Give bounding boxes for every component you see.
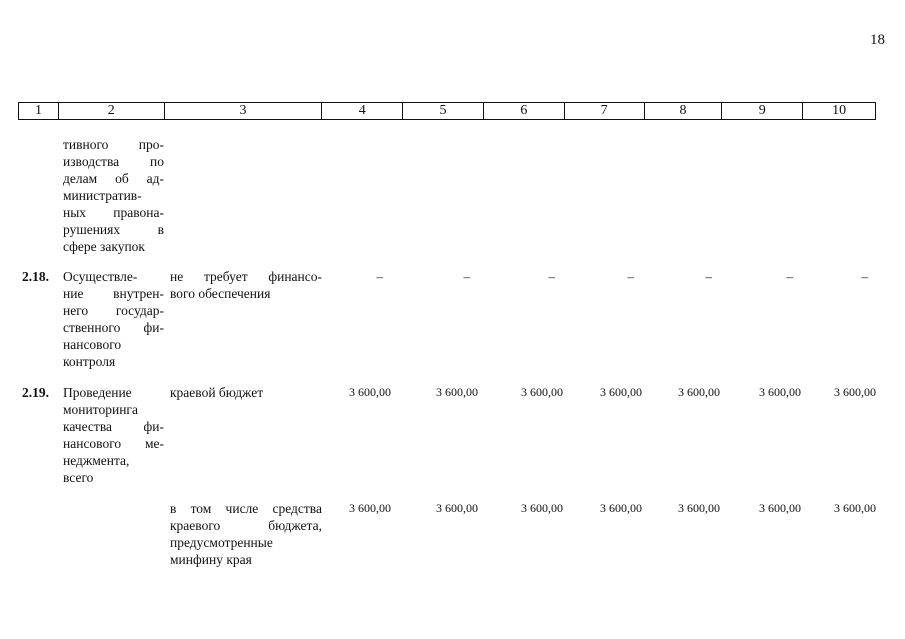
row-value-col-10: 3 600,00 xyxy=(834,501,876,515)
row-source-line: предусмотренные xyxy=(170,535,273,550)
row-value-col-10: 3 600,00 xyxy=(834,385,876,399)
row-value-col-8: – xyxy=(705,269,712,284)
row-name-line: контроля xyxy=(63,354,116,369)
row-value-col-6: 3 600,00 xyxy=(521,501,563,515)
row-name xyxy=(58,500,164,568)
table-row xyxy=(18,268,876,370)
row-name-line: мониторинга xyxy=(63,402,138,417)
row-value-col-9: – xyxy=(786,269,793,284)
row-source-line: минфину края xyxy=(170,552,252,567)
row-value-col-4 xyxy=(322,136,403,255)
table-header-row xyxy=(18,102,876,120)
row-name-line: него государ- xyxy=(63,303,164,318)
row-value-col-7: 3 600,00 xyxy=(600,385,642,399)
row-value-col-9 xyxy=(723,136,804,255)
header-col-10: 10 xyxy=(832,103,847,118)
header-col-4: 4 xyxy=(322,103,403,119)
row-name-line: всего xyxy=(63,470,94,485)
row-name-line: ственного фи- xyxy=(63,320,164,335)
page-number: 18 xyxy=(870,32,885,48)
row-name-line: Проведение xyxy=(63,385,132,400)
row-name-line: неджмента, xyxy=(63,453,130,468)
table-row xyxy=(18,500,876,568)
row-value-col-9: 3 600,00 xyxy=(759,501,801,515)
row-name-line: рушениях в xyxy=(63,222,164,237)
row-source xyxy=(164,136,322,255)
header-col-7: 7 xyxy=(565,103,645,119)
row-name xyxy=(58,384,164,486)
row-source-line: краевой бюджет xyxy=(170,385,264,400)
row-source xyxy=(164,500,322,568)
header-col-5: 5 xyxy=(403,103,484,119)
row-name-line: качества фи- xyxy=(63,419,164,434)
table-row xyxy=(18,136,876,255)
row-number: 2.19. xyxy=(22,385,49,400)
header-col-9: 9 xyxy=(722,103,803,119)
row-name-line: делам об ад- xyxy=(63,171,164,186)
row-value-col-7: 3 600,00 xyxy=(600,501,642,515)
row-source-line: в том числе средства xyxy=(170,501,322,516)
row-source-line: вого обеспечения xyxy=(170,286,271,301)
row-value-col-5: 3 600,00 xyxy=(436,501,478,515)
row-value-col-8: 3 600,00 xyxy=(678,385,720,399)
row-name-line: изводства по xyxy=(63,154,164,169)
row-value-col-5 xyxy=(403,136,484,255)
row-name-line: ных правона- xyxy=(63,205,164,220)
row-value-col-10: – xyxy=(861,269,868,284)
row-source-line: краевого бюджета, xyxy=(170,518,322,533)
row-value-col-7 xyxy=(565,136,645,255)
row-value-col-5: – xyxy=(463,269,470,284)
header-col-8: 8 xyxy=(645,103,723,119)
row-name-line: министратив- xyxy=(63,188,142,203)
row-number: 2.18. xyxy=(22,269,49,284)
row-source xyxy=(164,268,322,370)
row-value-col-6: 3 600,00 xyxy=(521,385,563,399)
row-value-col-4: – xyxy=(376,269,383,284)
row-value-col-5: 3 600,00 xyxy=(436,385,478,399)
row-value-col-6 xyxy=(484,136,565,255)
table-row xyxy=(18,384,876,486)
row-name xyxy=(58,268,164,370)
header-col-6: 6 xyxy=(484,103,565,119)
header-col-1: 1 xyxy=(19,103,59,119)
row-name xyxy=(58,136,164,255)
row-name-line: нансового xyxy=(63,337,122,352)
row-value-col-7: – xyxy=(627,269,634,284)
row-value-col-4: 3 600,00 xyxy=(349,501,391,515)
row-value-col-10 xyxy=(804,136,876,255)
row-name-line: нансового ме- xyxy=(63,436,164,451)
row-name-line: Осуществле- xyxy=(63,269,138,284)
row-value-col-8: 3 600,00 xyxy=(678,501,720,515)
row-name-line: ние внутрен- xyxy=(63,286,164,301)
row-value-col-6: – xyxy=(548,269,555,284)
header-col-2: 2 xyxy=(59,103,165,119)
row-source xyxy=(164,384,322,486)
row-name-line: сфере закупок xyxy=(63,239,145,254)
row-number xyxy=(18,136,58,255)
row-value-col-4: 3 600,00 xyxy=(349,385,391,399)
row-value-col-9: 3 600,00 xyxy=(759,385,801,399)
row-number xyxy=(18,500,58,568)
row-name-line: тивного про- xyxy=(63,137,164,152)
row-source-line: не требует финансо- xyxy=(170,269,322,284)
header-col-3: 3 xyxy=(165,103,323,119)
row-value-col-8 xyxy=(645,136,723,255)
